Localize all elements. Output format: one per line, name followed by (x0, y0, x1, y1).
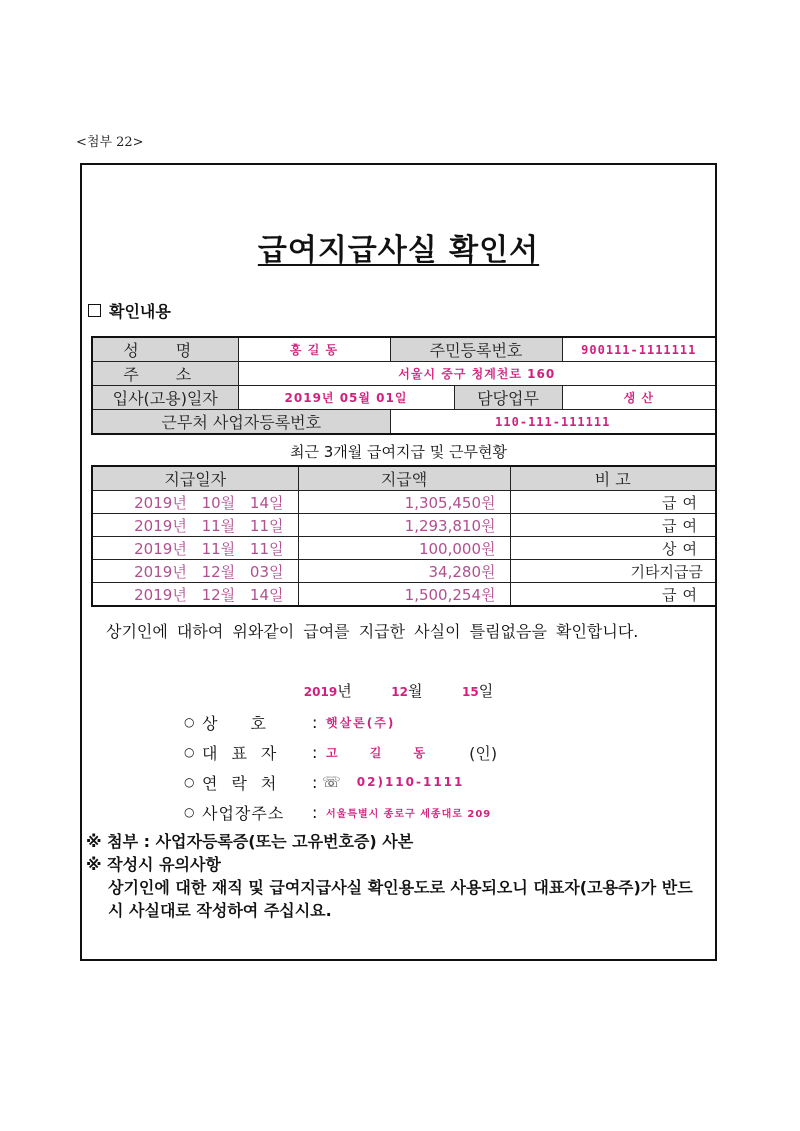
contact-value[interactable]: 02)110-1111 (356, 775, 465, 789)
representative-value[interactable]: 고 길 동 (326, 745, 440, 760)
address-label: 주 소 (92, 362, 238, 386)
pay-note[interactable]: 급여 (510, 583, 716, 607)
issue-date: 2019년 12월 15일 (303, 682, 494, 700)
representative-label: 대표자 (202, 743, 291, 763)
pay-date[interactable]: 2019년 12월 03일 (92, 560, 298, 583)
duty-label: 담당업무 (454, 386, 562, 410)
rrn-label: 주민등록번호 (390, 337, 562, 362)
phone-icon: ☏ (322, 773, 341, 791)
checkbox-icon (88, 304, 101, 317)
issue-day[interactable]: 15 (462, 685, 479, 699)
bullet-icon: ○ (184, 775, 195, 789)
table-row (92, 583, 716, 607)
contact-field: ○ 연락처 : ☏ 02)110-1111 (184, 772, 465, 793)
pay-amount[interactable]: 1,293,810원 (298, 514, 510, 537)
document-frame (80, 163, 717, 961)
header-remarks: 비 고 (510, 466, 716, 491)
rrn-value[interactable]: 900111-1111111 (562, 337, 716, 362)
trade-name-value[interactable]: 햇살론(주) (326, 715, 396, 730)
hire-date-label: 입사(고용)일자 (92, 386, 238, 410)
issue-month[interactable]: 12 (391, 685, 408, 699)
section-heading: 확인내용 (88, 299, 171, 322)
pay-amount[interactable]: 100,000원 (298, 537, 510, 560)
seal-label: (인) (469, 743, 498, 763)
table-row (92, 537, 716, 560)
pay-note[interactable]: 급여 (510, 491, 716, 514)
attachment-label: <첨부 22> (76, 135, 144, 150)
business-address-value[interactable]: 서울특별시 종로구 세종대로 209 (326, 808, 492, 820)
table-header-row (92, 466, 716, 491)
pay-date[interactable]: 2019년 11월 11일 (92, 537, 298, 560)
biz-reg-label: 근무처 사업자등록번호 (92, 410, 390, 435)
contact-label: 연락처 (202, 773, 291, 793)
employee-info-table (91, 336, 717, 435)
company-fields (184, 707, 497, 827)
pay-date[interactable]: 2019년 11월 11일 (92, 514, 298, 537)
address-value[interactable]: 서울시 중구 청계천로 160 (238, 362, 716, 386)
table-row (92, 491, 716, 514)
trade-name-field: ○ 상 호 : 햇살론(주) (184, 712, 396, 733)
business-address-label: 사업장주소 (202, 803, 285, 823)
caution-heading: ※ 작성시 유의사항 (86, 855, 221, 874)
table-row (92, 514, 716, 537)
table-row (92, 560, 716, 583)
header-pay-date: 지급일자 (92, 466, 298, 491)
duty-value[interactable]: 생 산 (562, 386, 716, 410)
bullet-icon: ○ (184, 745, 195, 759)
issue-year[interactable]: 2019 (303, 685, 338, 699)
pay-amount[interactable]: 1,305,450원 (298, 491, 510, 514)
pay-amount[interactable]: 34,280원 (298, 560, 510, 583)
payment-history-table (91, 465, 717, 607)
bullet-icon: ○ (184, 715, 195, 729)
name-value[interactable]: 홍 길 동 (238, 337, 390, 362)
notes-section (86, 830, 707, 922)
caution-body: 상기인에 대한 재직 및 급여지급사실 확인용도로 사용되오니 대표자(고용주)가 반드시 사실대로 작성하여 주십시요. (108, 878, 693, 920)
header-pay-amount: 지급액 (298, 466, 510, 491)
pay-note[interactable]: 급여 (510, 514, 716, 537)
business-address-field: ○ 사업장주소 : 서울특별시 종로구 세종대로 209 (184, 802, 492, 823)
trade-name-label: 상 호 (202, 713, 280, 733)
biz-reg-value[interactable]: 110-111-111111 (390, 410, 716, 435)
document-title: 급여지급사실 확인서 (257, 233, 540, 268)
hire-date-value[interactable]: 2019년 05월 01일 (238, 386, 454, 410)
pay-note[interactable]: 기타지급금 (510, 560, 716, 583)
pay-amount[interactable]: 1,500,254원 (298, 583, 510, 607)
attachment-note: ※ 첨부 : 사업자등록증(또는 고유번호증) 사본 (86, 832, 414, 851)
name-label: 성 명 (92, 337, 238, 362)
pay-date[interactable]: 2019년 12월 14일 (92, 583, 298, 607)
payment-section-title: 최근 3개월 급여지급 및 근무현황 (290, 443, 507, 461)
pay-note[interactable]: 상여 (510, 537, 716, 560)
representative-field: ○ 대표자 : 고 길 동 (인) (184, 742, 498, 763)
bullet-icon: ○ (184, 805, 195, 819)
pay-date[interactable]: 2019년 10월 14일 (92, 491, 298, 514)
confirmation-statement: 상기인에 대하여 위와같이 급여를 지급한 사실이 틀림없음을 확인합니다. (106, 622, 639, 641)
